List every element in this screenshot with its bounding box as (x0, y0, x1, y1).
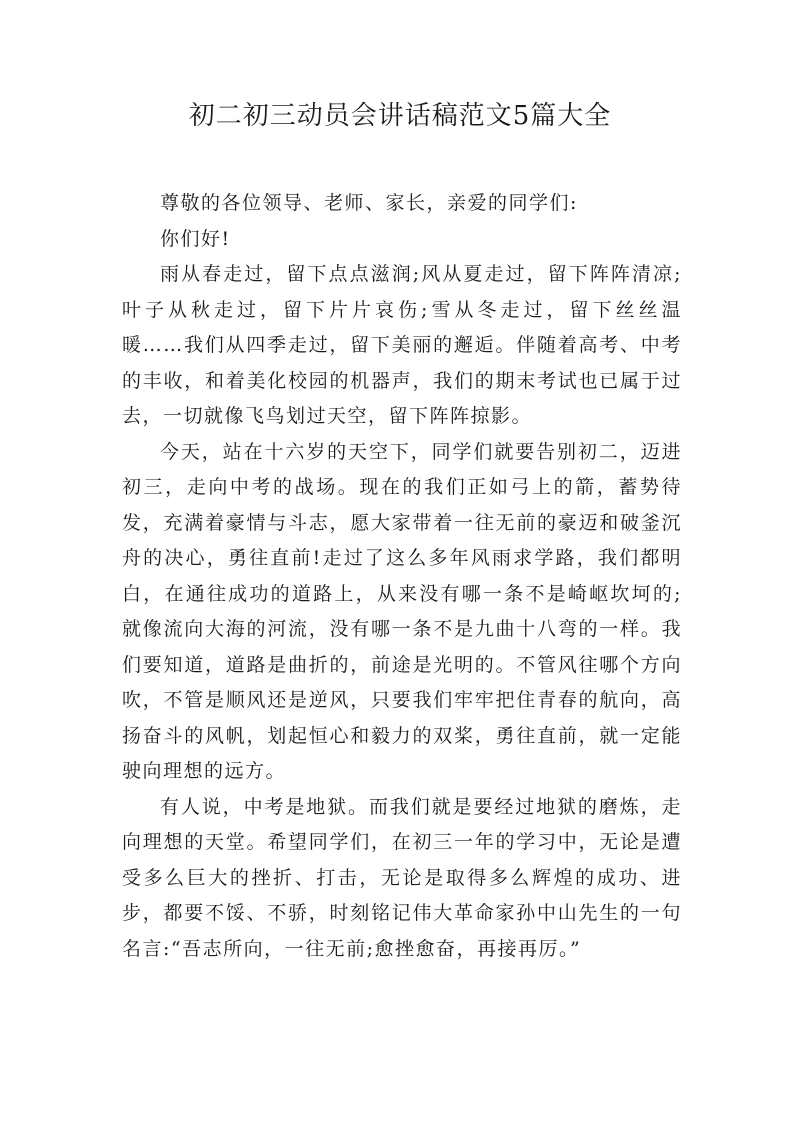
body-paragraph-seasons: 雨从春走过，留下点点滋润;风从夏走过，留下阵阵清凉;叶子从秋走过，留下片片哀伤;雪从冬走过，留下丝丝温暖……我们从四季走过，留下美丽的邂逅。伴随着高考、中考的丰收，和着美化校园的机器声，我们的期末考试也已属于过去，一切就像飞鸟划过天空，留下阵阵掠影。 (122, 263, 682, 427)
salutation-paragraph: 尊敬的各位领导、老师、家长，亲爱的同学们: (160, 192, 578, 214)
body-paragraph-today: 今天，站在十六岁的天空下，同学们就要告别初二，迈进初三，走向中考的战场。现在的我们正如弓上的箭，蓄势待发，充满着豪情与斗志，愿大家带着一往无前的豪迈和破釜沉舟的决心，勇往直前!走过了这么多年风雨求学路，我们都明白，在通往成功的道路上，从来没有哪一条不是崎岖坎坷的;就像流向大海的河流，没有哪一条不是九曲十八弯的一样。我们要知道，道路是曲折的，前途是光明的。不管风往哪个方向吹，不管是顺风还是逆风，只要我们牢牢把住青春的航向，高扬奋斗的风帆，划起恒心和毅力的双桨，勇往直前，就一定能驶向理想的远方。 (122, 440, 682, 782)
document-title: 初二初三动员会讲话稿范文5篇大全 (188, 101, 612, 131)
body-paragraph-exam: 有人说，中考是地狱。而我们就是要经过地狱的磨炼，走向理想的天堂。希望同学们，在初三一年的学习中，无论是遭受多么巨大的挫折、打击，无论是取得多么辉煌的成功、进步，都要不馁、不骄，时刻铭记伟大革命家孙中山先生的一句名言:“吾志所向，一往无前;愈挫愈奋，再接再厉。” (122, 795, 682, 960)
document-body (122, 186, 682, 967)
greeting-paragraph: 你们好! (160, 227, 231, 250)
